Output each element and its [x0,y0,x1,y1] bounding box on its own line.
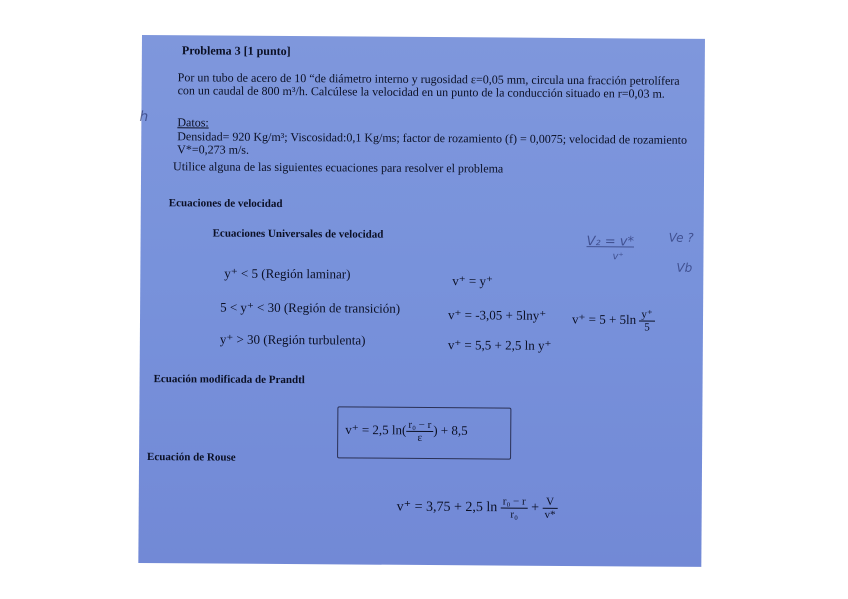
rouse-den1: r₀ [510,508,518,521]
prandtl-rhs: ) + 8,5 [433,422,468,438]
alt-fraction-num: y⁺ [639,308,654,321]
alt-fraction-den: 5 [644,321,650,334]
rouse-plus: + [531,500,540,516]
rouse-fraction-1 [501,496,528,521]
section-universal: Ecuaciones Universales de velocidad [212,227,384,241]
handwritten-v-note: V₂ = v* [586,234,635,250]
section-prandtl: Ecuación modificada de Prandtl [153,373,305,387]
region-turbulent-equation: v⁺ = 5,5 + 2,5 ln y⁺ [447,337,552,353]
data-text: Densidad= 920 Kg/m³; Viscosidad:0,1 Kg/ms; factor de rozamiento (f) = 0,0075; velocidad de rozamiento V*=0,273 m/s. [177,129,688,157]
rouse-equation [397,495,558,521]
rouse-num2: V [543,496,558,509]
prandtl-fraction [406,419,433,444]
prandtl-den: ε [417,431,423,444]
region-transition-equation: v⁺ = -3,05 + 5lny⁺ [448,307,547,323]
problem-statement: Por un tubo de acero de 10 “de diámetro interno y rugosidad ε=0,05 mm, circula una fracción petrolífera con un caudal de 800 m³/h. Calcúlese la velocidad en un punto de la conducción situado en r=0,03 m. [177,70,680,101]
document-photo [138,35,705,567]
handwritten-ve: Ve ? [668,230,694,245]
problem-title: Problema 3 [1 punto] [181,43,291,59]
handwritten-vb: Vb [676,260,693,275]
region-transition-condition: 5 < y⁺ < 30 (Región de transición) [220,299,401,316]
region-laminar-equation: v⁺ = y⁺ [452,273,493,289]
region-transition-alt [572,308,655,334]
handwritten-left-mark: h [139,108,149,126]
rouse-lhs: v⁺ = 3,75 + 2,5 ln [396,499,498,516]
handwritten-v-den: v⁺ [612,251,624,263]
rouse-den2: v* [544,508,556,521]
rouse-num1: r₀ − r [501,496,528,509]
section-rouse: Ecuación de Rouse [147,451,236,464]
data-heading: Datos: [177,115,209,130]
region-laminar-condition: y⁺ < 5 (Región laminar) [224,265,351,282]
alt-fraction [639,308,654,333]
prandtl-num: r₀ − r [406,419,433,432]
rouse-fraction-2 [542,496,557,521]
alt-equation-text: v⁺ = 5 + 5ln [571,311,637,327]
prandtl-equation [345,418,468,444]
section-velocity: Ecuaciones de velocidad [168,197,283,210]
region-turbulent-condition: y⁺ > 30 (Región turbulenta) [219,331,366,348]
instruction-text: Utilice alguna de las siguientes ecuaciones para resolver el problema [173,159,504,176]
prandtl-lhs: v⁺ = 2,5 ln( [345,421,407,438]
